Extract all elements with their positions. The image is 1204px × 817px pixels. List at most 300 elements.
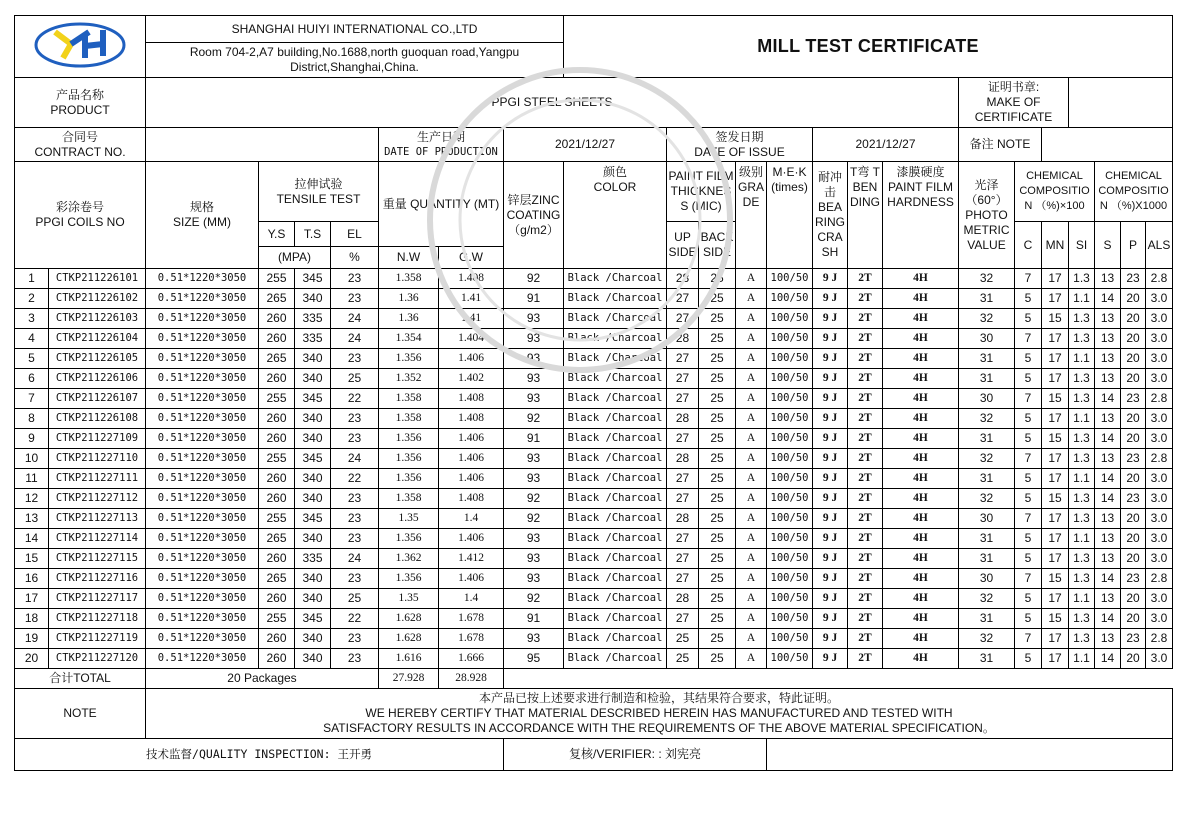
yield-strength-cell: 260 (259, 429, 295, 449)
aluminum-cell: 2.8 (1146, 569, 1173, 589)
production-date-label (379, 128, 504, 162)
sulfur-cell: 14 (1095, 389, 1121, 409)
table-row (15, 409, 1173, 429)
phosphorus-cell: 20 (1121, 329, 1146, 349)
table-row (15, 449, 1173, 469)
net-weight-cell: 1.356 (379, 569, 439, 589)
production-date-value: 2021/12/27 (504, 128, 667, 162)
impact-cell: 9 J (813, 469, 848, 489)
carbon-cell: 7 (1015, 329, 1042, 349)
row-number-cell: 13 (15, 509, 49, 529)
total-gw: 28.928 (439, 669, 504, 689)
coil-no-cell: CTKP211227118 (49, 609, 146, 629)
silicon-cell: 1.1 (1069, 649, 1095, 669)
phosphorus-cell: 23 (1121, 569, 1146, 589)
gloss-cell: 31 (959, 649, 1015, 669)
quality-inspection: 技术监督/QUALITY INSPECTION: 王开勇 (15, 739, 504, 771)
back-side-cell: 25 (699, 409, 736, 429)
gloss-cell: 30 (959, 329, 1015, 349)
back-side-cell: 25 (699, 629, 736, 649)
sulfur-cell: 13 (1095, 549, 1121, 569)
net-weight-cell: 1.628 (379, 629, 439, 649)
size-cell: 0.51*1220*3050 (146, 409, 259, 429)
up-side-cell: 25 (667, 629, 699, 649)
aluminum-cell: 3.0 (1146, 349, 1173, 369)
nw-header: N.W (379, 247, 439, 269)
mek-cell: 100/50 (767, 509, 813, 529)
up-side-cell: 28 (667, 329, 699, 349)
hy-logo-icon (33, 20, 127, 70)
mek-cell: 100/50 (767, 349, 813, 369)
table-row (15, 489, 1173, 509)
yield-strength-cell: 255 (259, 449, 295, 469)
tensile-strength-cell: 340 (295, 429, 331, 449)
sulfur-cell: 14 (1095, 609, 1121, 629)
coil-no-cell: CTKP211227119 (49, 629, 146, 649)
up-side-cell: 27 (667, 349, 699, 369)
size-cell: 0.51*1220*3050 (146, 369, 259, 389)
product-label-en: PRODUCT (50, 102, 110, 117)
color-cell: Black /Charcoal (564, 509, 667, 529)
manganese-cell: 17 (1042, 369, 1069, 389)
company-name: SHANGHAI HUIYI INTERNATIONAL CO.,LTD (146, 16, 564, 43)
carbon-cell: 5 (1015, 429, 1042, 449)
coil-no-cell: CTKP211226102 (49, 289, 146, 309)
elongation-cell: 23 (331, 629, 379, 649)
silicon-cell: 1.3 (1069, 449, 1095, 469)
mek-cell: 100/50 (767, 609, 813, 629)
contract-label-cn: 合同号 (61, 129, 98, 144)
hardness-cell: 4H (883, 469, 959, 489)
gross-weight-cell: 1.406 (439, 469, 504, 489)
row-number-cell: 16 (15, 569, 49, 589)
impact-cell: 9 J (813, 269, 848, 289)
yield-strength-cell: 255 (259, 509, 295, 529)
grade-cell: A (736, 529, 767, 549)
tensile-strength-cell: 345 (295, 269, 331, 289)
silicon-cell: 1.3 (1069, 269, 1095, 289)
net-weight-cell: 1.352 (379, 369, 439, 389)
coil-no-cell: CTKP211226105 (49, 349, 146, 369)
tensile-strength-cell: 335 (295, 309, 331, 329)
net-weight-cell: 1.362 (379, 549, 439, 569)
gross-weight-cell: 1.678 (439, 629, 504, 649)
gloss-cell: 32 (959, 309, 1015, 329)
coil-no-cell: CTKP211227116 (49, 569, 146, 589)
t-bend-cell: 2T (848, 389, 883, 409)
color-cell: Black /Charcoal (564, 349, 667, 369)
elongation-cell: 22 (331, 609, 379, 629)
grade-cell: A (736, 629, 767, 649)
yield-strength-cell: 260 (259, 469, 295, 489)
tensile-strength-cell: 335 (295, 329, 331, 349)
total-label: 合计TOTAL (15, 669, 146, 689)
net-weight-cell: 1.628 (379, 609, 439, 629)
hardness-cell: 4H (883, 289, 959, 309)
hardness-cell: 4H (883, 589, 959, 609)
sulfur-cell: 14 (1095, 289, 1121, 309)
zinc-coating-cell: 93 (504, 449, 564, 469)
carbon-cell: 7 (1015, 569, 1042, 589)
yield-strength-cell: 260 (259, 649, 295, 669)
ys-header: Y.S (259, 222, 295, 247)
gloss-cell: 31 (959, 369, 1015, 389)
aluminum-cell: 3.0 (1146, 549, 1173, 569)
color-cell: Black /Charcoal (564, 309, 667, 329)
mek-cell: 100/50 (767, 409, 813, 429)
hardness-cell: 4H (883, 509, 959, 529)
issue-date-label (667, 128, 813, 162)
sulfur-cell: 13 (1095, 269, 1121, 289)
color-cell: Black /Charcoal (564, 609, 667, 629)
tensile-strength-cell: 340 (295, 289, 331, 309)
mpa-unit: (MPA) (259, 247, 331, 269)
table-row (15, 509, 1173, 529)
phosphorus-cell: 20 (1121, 409, 1146, 429)
coil-no-cell: CTKP211226106 (49, 369, 146, 389)
row-number-cell: 17 (15, 589, 49, 609)
up-side-cell: 27 (667, 369, 699, 389)
elongation-cell: 23 (331, 569, 379, 589)
impact-cell: 9 J (813, 489, 848, 509)
hardness-cell: 4H (883, 609, 959, 629)
grade-cell: A (736, 289, 767, 309)
silicon-cell: 1.3 (1069, 429, 1095, 449)
mek-cell: 100/50 (767, 269, 813, 289)
aluminum-cell: 3.0 (1146, 489, 1173, 509)
impact-cell: 9 J (813, 529, 848, 549)
size-header (146, 162, 259, 269)
table-row (15, 429, 1173, 449)
contract-label-en: CONTRACT NO. (34, 144, 126, 159)
up-side-cell: 28 (667, 509, 699, 529)
net-weight-cell: 1.35 (379, 589, 439, 609)
elongation-cell: 23 (331, 269, 379, 289)
yield-strength-cell: 260 (259, 309, 295, 329)
aluminum-cell: 3.0 (1146, 469, 1173, 489)
production-date-label-en: DATE OF PRODUCTION (384, 145, 498, 158)
manganese-cell: 15 (1042, 489, 1069, 509)
phosphorus-cell: 20 (1121, 589, 1146, 609)
color-cell: Black /Charcoal (564, 389, 667, 409)
gloss-cell: 32 (959, 449, 1015, 469)
aluminum-cell: 3.0 (1146, 509, 1173, 529)
make-of-certificate-en: MAKE OF CERTIFICATE (974, 95, 1053, 124)
zinc-coating-cell: 93 (504, 329, 564, 349)
up-side-cell: 25 (667, 649, 699, 669)
size-cell: 0.51*1220*3050 (146, 309, 259, 329)
impact-cell: 9 J (813, 509, 848, 529)
row-number-cell: 5 (15, 349, 49, 369)
manganese-cell: 17 (1042, 289, 1069, 309)
row-number-cell: 7 (15, 389, 49, 409)
t-bend-cell: 2T (848, 649, 883, 669)
manganese-cell: 17 (1042, 649, 1069, 669)
manganese-cell: 17 (1042, 349, 1069, 369)
coil-no-cell: CTKP211227117 (49, 589, 146, 609)
coil-no-cell: CTKP211226101 (49, 269, 146, 289)
gloss-cell: 30 (959, 509, 1015, 529)
row-number-cell: 6 (15, 369, 49, 389)
phosphorus-cell: 20 (1121, 529, 1146, 549)
gross-weight-cell: 1.406 (439, 529, 504, 549)
t-bend-cell: 2T (848, 409, 883, 429)
carbon-cell: 5 (1015, 469, 1042, 489)
el-header: EL (331, 222, 379, 247)
size-cell: 0.51*1220*3050 (146, 349, 259, 369)
yield-strength-cell: 265 (259, 569, 295, 589)
t-bend-cell: 2T (848, 369, 883, 389)
color-cell: Black /Charcoal (564, 529, 667, 549)
carbon-cell: 5 (1015, 609, 1042, 629)
size-cell: 0.51*1220*3050 (146, 329, 259, 349)
back-side-cell: 25 (699, 609, 736, 629)
coil-no-header (15, 162, 146, 269)
carbon-cell: 7 (1015, 269, 1042, 289)
row-number-cell: 12 (15, 489, 49, 509)
row-number-cell: 10 (15, 449, 49, 469)
elongation-cell: 24 (331, 549, 379, 569)
back-side-cell: 25 (699, 449, 736, 469)
zinc-coating-cell: 93 (504, 469, 564, 489)
gloss-cell: 31 (959, 289, 1015, 309)
up-side-cell: 27 (667, 469, 699, 489)
gloss-cell: 32 (959, 629, 1015, 649)
carbon-cell: 5 (1015, 489, 1042, 509)
phosphorus-cell: 23 (1121, 489, 1146, 509)
issue-date-label-cn: 签发日期 (715, 129, 764, 144)
tensile-strength-cell: 340 (295, 469, 331, 489)
make-of-certificate-label (959, 78, 1069, 128)
zinc-coating-cell: 92 (504, 269, 564, 289)
tensile-strength-cell: 340 (295, 649, 331, 669)
table-row (15, 369, 1173, 389)
yield-strength-cell: 265 (259, 529, 295, 549)
hardness-cell: 4H (883, 389, 959, 409)
production-date-label-cn: 生产日期 (416, 129, 465, 144)
coil-no-cell: CTKP211227112 (49, 489, 146, 509)
impact-cell: 9 J (813, 569, 848, 589)
color-cell: Black /Charcoal (564, 629, 667, 649)
note-text (146, 689, 1173, 739)
mek-cell: 100/50 (767, 309, 813, 329)
impact-cell: 9 J (813, 389, 848, 409)
up-side-cell: 28 (667, 589, 699, 609)
carbon-cell: 5 (1015, 349, 1042, 369)
gross-weight-cell: 1.408 (439, 489, 504, 509)
mek-cell: 100/50 (767, 329, 813, 349)
yield-strength-cell: 255 (259, 609, 295, 629)
carbon-cell: 7 (1015, 509, 1042, 529)
row-number-cell: 4 (15, 329, 49, 349)
hardness-cell: 4H (883, 569, 959, 589)
aluminum-cell: 3.0 (1146, 289, 1173, 309)
silicon-cell: 1.3 (1069, 329, 1095, 349)
gross-weight-cell: 1.406 (439, 429, 504, 449)
note-line-cn: 本产品已按上述要求进行制造和检验，其结果符合要求，特此证明。 (478, 691, 839, 705)
impact-cell: 9 J (813, 309, 848, 329)
gross-weight-cell: 1.408 (439, 409, 504, 429)
gross-weight-cell: 1.4 (439, 509, 504, 529)
silicon-cell: 1.1 (1069, 529, 1095, 549)
up-side-cell: 28 (667, 409, 699, 429)
t-bend-cell: 2T (848, 349, 883, 369)
sulfur-cell: 13 (1095, 369, 1121, 389)
back-side-cell: 25 (699, 349, 736, 369)
table-row (15, 309, 1173, 329)
chem2-header: CHEMICAL COMPOSITIO N （%)X1000 (1095, 162, 1173, 222)
elongation-cell: 23 (331, 489, 379, 509)
color-header (564, 162, 667, 269)
carbon-cell: 5 (1015, 289, 1042, 309)
note-line-en-2: SATISFACTORY RESULTS IN ACCORDANCE WITH THE REQUIREMENTS OF THE ABOVE MATERIAL SPECIFICATION。 (323, 721, 995, 735)
aluminum-cell: 3.0 (1146, 369, 1173, 389)
grade-cell: A (736, 409, 767, 429)
c-header: C (1015, 222, 1042, 269)
tensile-header-en: TENSILE TEST (276, 191, 361, 206)
manganese-cell: 17 (1042, 549, 1069, 569)
gloss-cell: 30 (959, 389, 1015, 409)
manganese-cell: 17 (1042, 409, 1069, 429)
hardness-cell: 4H (883, 449, 959, 469)
gross-weight-cell: 1.406 (439, 349, 504, 369)
t-bend-cell: 2T (848, 309, 883, 329)
silicon-cell: 1.3 (1069, 509, 1095, 529)
aluminum-cell: 2.8 (1146, 449, 1173, 469)
gloss-cell: 32 (959, 269, 1015, 289)
size-cell: 0.51*1220*3050 (146, 269, 259, 289)
gw-header: G.W (439, 247, 504, 269)
up-side-cell: 28 (667, 269, 699, 289)
back-side-cell: 25 (699, 329, 736, 349)
impact-cell: 9 J (813, 609, 848, 629)
coil-no-cell: CTKP211227115 (49, 549, 146, 569)
gross-weight-cell: 1.402 (439, 369, 504, 389)
net-weight-cell: 1.36 (379, 309, 439, 329)
paint-film-header: PAINT FILM THICKNES S (MIC) (667, 162, 736, 222)
yield-strength-cell: 260 (259, 489, 295, 509)
grade-cell: A (736, 469, 767, 489)
back-side-cell: 25 (699, 269, 736, 289)
size-header-cn: 规格 (189, 200, 214, 214)
sulfur-cell: 13 (1095, 529, 1121, 549)
color-cell: Black /Charcoal (564, 589, 667, 609)
row-number-cell: 8 (15, 409, 49, 429)
table-row (15, 589, 1173, 609)
phosphorus-cell: 20 (1121, 649, 1146, 669)
company-logo (15, 16, 146, 78)
size-cell: 0.51*1220*3050 (146, 549, 259, 569)
gross-weight-cell: 1.678 (439, 609, 504, 629)
impact-cell: 9 J (813, 429, 848, 449)
mek-cell: 100/50 (767, 429, 813, 449)
note-header-value (1042, 128, 1173, 162)
elongation-cell: 24 (331, 329, 379, 349)
impact-cell: 9 J (813, 549, 848, 569)
carbon-cell: 7 (1015, 629, 1042, 649)
silicon-cell: 1.3 (1069, 569, 1095, 589)
yield-strength-cell: 260 (259, 629, 295, 649)
back-side-cell: 25 (699, 649, 736, 669)
silicon-cell: 1.1 (1069, 289, 1095, 309)
grade-cell: A (736, 349, 767, 369)
data-rows (15, 269, 1173, 669)
pct-unit: % (331, 247, 379, 269)
grade-cell: A (736, 369, 767, 389)
t-bend-cell: 2T (848, 529, 883, 549)
size-cell: 0.51*1220*3050 (146, 389, 259, 409)
hardness-cell: 4H (883, 429, 959, 449)
tensile-strength-cell: 340 (295, 349, 331, 369)
sulfur-cell: 13 (1095, 409, 1121, 429)
net-weight-cell: 1.358 (379, 489, 439, 509)
silicon-cell: 1.3 (1069, 309, 1095, 329)
tensile-strength-cell: 340 (295, 409, 331, 429)
make-of-certificate-value (1069, 78, 1173, 128)
size-cell: 0.51*1220*3050 (146, 489, 259, 509)
gross-weight-cell: 1.406 (439, 449, 504, 469)
yield-strength-cell: 265 (259, 349, 295, 369)
gross-weight-cell: 1.666 (439, 649, 504, 669)
color-cell: Black /Charcoal (564, 369, 667, 389)
zinc-coating-cell: 93 (504, 529, 564, 549)
up-side-header: UP SIDE (667, 222, 699, 269)
coil-no-cell: CTKP211226108 (49, 409, 146, 429)
yield-strength-cell: 255 (259, 389, 295, 409)
t-bend-cell: 2T (848, 429, 883, 449)
gloss-cell: 32 (959, 489, 1015, 509)
yield-strength-cell: 260 (259, 549, 295, 569)
grade-cell: A (736, 569, 767, 589)
up-side-cell: 28 (667, 449, 699, 469)
gloss-cell: 32 (959, 409, 1015, 429)
aluminum-cell: 3.0 (1146, 409, 1173, 429)
coil-no-cell: CTKP211227113 (49, 509, 146, 529)
elongation-cell: 23 (331, 409, 379, 429)
silicon-cell: 1.3 (1069, 489, 1095, 509)
net-weight-cell: 1.356 (379, 529, 439, 549)
gloss-cell: 31 (959, 429, 1015, 449)
zinc-coating-cell: 93 (504, 549, 564, 569)
color-cell: Black /Charcoal (564, 549, 667, 569)
gloss-cell: 31 (959, 529, 1015, 549)
zinc-coating-cell: 91 (504, 429, 564, 449)
aluminum-cell: 2.8 (1146, 269, 1173, 289)
up-side-cell: 27 (667, 489, 699, 509)
note-label: NOTE (15, 689, 146, 739)
net-weight-cell: 1.35 (379, 509, 439, 529)
size-cell: 0.51*1220*3050 (146, 569, 259, 589)
total-nw: 27.928 (379, 669, 439, 689)
size-cell: 0.51*1220*3050 (146, 449, 259, 469)
table-row (15, 289, 1173, 309)
t-bend-cell: 2T (848, 489, 883, 509)
mek-cell: 100/50 (767, 369, 813, 389)
net-weight-cell: 1.354 (379, 329, 439, 349)
row-number-cell: 19 (15, 629, 49, 649)
mek-cell: 100/50 (767, 549, 813, 569)
color-cell: Black /Charcoal (564, 489, 667, 509)
product-value: PPGI STEEL SHEETS (146, 78, 959, 128)
coil-no-cell: CTKP211226107 (49, 389, 146, 409)
mek-header: M·E·K (times) (767, 162, 813, 269)
manganese-cell: 17 (1042, 469, 1069, 489)
up-side-cell: 27 (667, 429, 699, 449)
coil-no-cell: CTKP211227109 (49, 429, 146, 449)
zinc-coating-cell: 93 (504, 569, 564, 589)
zinc-coating-cell: 93 (504, 349, 564, 369)
p-header: P (1121, 222, 1146, 269)
